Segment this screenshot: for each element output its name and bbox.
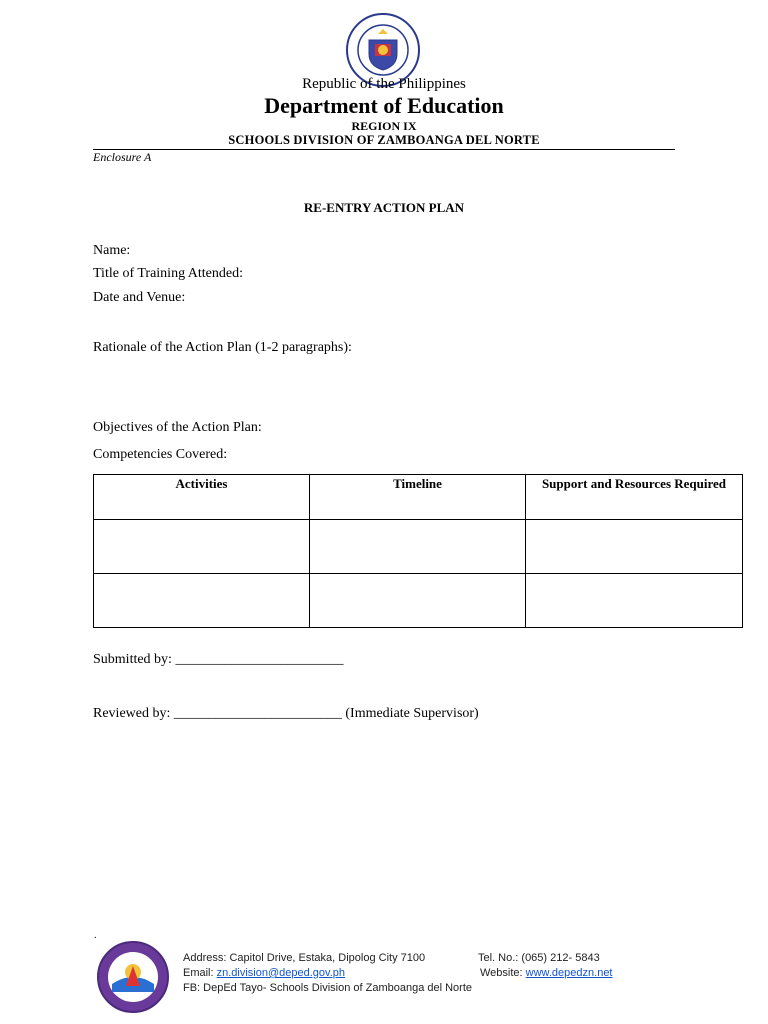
action-plan-table — [93, 474, 743, 628]
rationale-field-label: Rationale of the Action Plan (1-2 paragraphs): — [93, 340, 352, 355]
footer-address: Address: Capitol Drive, Estaka, Dipolog City 7100 — [183, 952, 426, 964]
footer-email-row — [183, 967, 345, 979]
footer-website-label: Website: — [480, 967, 526, 979]
footer-dot: . — [94, 930, 97, 941]
document-title: RE-ENTRY ACTION PLAN — [303, 200, 465, 215]
column-header-support: Support and Resources Required — [526, 475, 743, 520]
training-field-label: Title of Training Attended: — [93, 266, 244, 281]
table-row — [94, 574, 743, 628]
division-seal-icon — [96, 940, 170, 1014]
footer-website-link[interactable]: www.depedzn.net — [525, 967, 613, 979]
name-field-label: Name: — [93, 243, 131, 258]
date-venue-field-label: Date and Venue: — [93, 290, 186, 305]
header-divider — [93, 149, 675, 150]
table-cell[interactable] — [310, 574, 526, 628]
submitted-by-line: Submitted by: ________________________ — [93, 652, 344, 667]
table-cell[interactable] — [526, 520, 743, 574]
footer-email-label: Email: — [183, 967, 217, 979]
table-header-row — [94, 475, 743, 520]
republic-label: Republic of the Philippines — [302, 76, 466, 92]
region-label: REGION IX — [351, 119, 417, 133]
footer-email-link[interactable]: zn.division@deped.gov.ph — [216, 967, 346, 979]
footer-fb: FB: DepEd Tayo- Schools Division of Zamboanga del Norte — [183, 982, 472, 994]
column-header-activities: Activities — [94, 475, 310, 520]
competencies-field-label: Competencies Covered: — [93, 447, 228, 462]
division-label: SCHOOLS DIVISION OF ZAMBOANGA DEL NORTE — [228, 133, 540, 147]
enclosure-label: Enclosure A — [93, 150, 152, 164]
table-cell[interactable] — [94, 520, 310, 574]
table-row — [94, 520, 743, 574]
column-header-timeline: Timeline — [310, 475, 526, 520]
department-title: Department of Education — [264, 93, 504, 118]
footer-website-row — [480, 967, 613, 979]
table-cell[interactable] — [310, 520, 526, 574]
table-cell[interactable] — [94, 574, 310, 628]
objectives-field-label: Objectives of the Action Plan: — [93, 420, 262, 435]
reviewed-by-line: Reviewed by: ________________________ (Immediate Supervisor) — [93, 706, 479, 721]
table-cell[interactable] — [526, 574, 743, 628]
footer-tel: Tel. No.: (065) 212- 5843 — [478, 952, 600, 964]
